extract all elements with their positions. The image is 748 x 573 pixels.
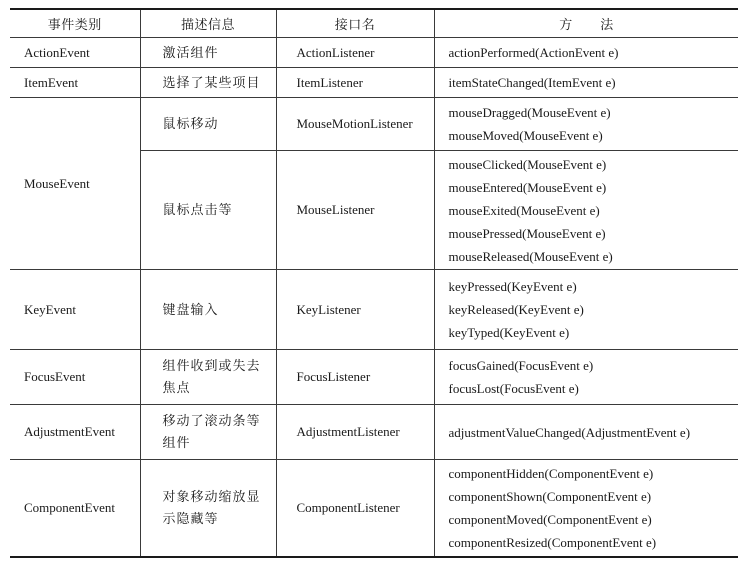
header-event-type: 事件类别	[10, 9, 140, 38]
methods-cell	[434, 68, 738, 98]
method-item: adjustmentValueChanged(AdjustmentEvent e)	[448, 424, 691, 440]
method-item: focusGained(FocusEvent e)	[448, 358, 594, 373]
method-item: actionPerformed(ActionEvent e)	[448, 45, 619, 60]
event-listener-table-container	[10, 8, 738, 558]
method-item: mouseMoved(MouseEvent e)	[448, 128, 603, 143]
methods-cell	[434, 270, 738, 350]
event-cell: ComponentEvent	[10, 460, 140, 558]
description-cell: 移动了滚动条等组件	[140, 405, 276, 460]
method-item: componentHidden(ComponentEvent e)	[448, 466, 654, 481]
method-item: componentResized(ComponentEvent e)	[448, 535, 657, 550]
interface-cell: KeyListener	[276, 270, 434, 350]
description-cell: 对象移动缩放显示隐藏等	[140, 460, 276, 558]
methods-cell	[434, 151, 738, 270]
methods-cell	[434, 460, 738, 558]
method-item: mouseReleased(MouseEvent e)	[448, 248, 613, 264]
interface-cell: ActionListener	[276, 38, 434, 68]
method-item: keyPressed(KeyEvent e)	[448, 279, 577, 294]
table-row	[10, 405, 738, 460]
interface-cell: ComponentListener	[276, 460, 434, 558]
table-row	[10, 270, 738, 350]
interface-cell: MouseListener	[276, 151, 434, 270]
description-cell: 组件收到或失去焦点	[140, 350, 276, 405]
table-row	[10, 38, 738, 68]
event-cell: FocusEvent	[10, 350, 140, 405]
method-item: componentShown(ComponentEvent e)	[448, 489, 652, 504]
method-item: itemStateChanged(ItemEvent e)	[448, 75, 616, 90]
header-interface: 接口名	[276, 9, 434, 38]
table-row	[10, 68, 738, 98]
event-cell: ItemEvent	[10, 68, 140, 98]
methods-cell	[434, 98, 738, 151]
method-item: keyReleased(KeyEvent e)	[448, 302, 584, 317]
methods-cell	[434, 405, 738, 460]
header-row	[10, 9, 738, 38]
event-cell: ActionEvent	[10, 38, 140, 68]
table-row	[10, 350, 738, 405]
interface-cell: AdjustmentListener	[276, 405, 434, 460]
method-item: mouseClicked(MouseEvent e)	[448, 156, 607, 172]
method-item: mouseDragged(MouseEvent e)	[448, 105, 611, 120]
header-description: 描述信息	[140, 9, 276, 38]
description-cell: 键盘输入	[140, 270, 276, 350]
method-item: mouseExited(MouseEvent e)	[448, 202, 600, 218]
description-cell: 选择了某些项目	[140, 68, 276, 98]
table-row	[10, 460, 738, 558]
method-item: focusLost(FocusEvent e)	[448, 381, 579, 396]
methods-cell	[434, 350, 738, 405]
event-listener-table	[10, 8, 738, 558]
method-item: componentMoved(ComponentEvent e)	[448, 512, 652, 527]
method-item: keyTyped(KeyEvent e)	[448, 325, 570, 340]
event-cell: KeyEvent	[10, 270, 140, 350]
description-cell: 鼠标点击等	[140, 151, 276, 270]
event-cell: MouseEvent	[10, 98, 140, 270]
method-item: mouseEntered(MouseEvent e)	[448, 179, 607, 195]
interface-cell: FocusListener	[276, 350, 434, 405]
header-method: 方法	[434, 9, 738, 38]
description-cell: 激活组件	[140, 38, 276, 68]
table-row	[10, 98, 738, 151]
interface-cell: ItemListener	[276, 68, 434, 98]
event-cell: AdjustmentEvent	[10, 405, 140, 460]
description-cell: 鼠标移动	[140, 98, 276, 151]
method-item: mousePressed(MouseEvent e)	[448, 225, 606, 241]
methods-cell	[434, 38, 738, 68]
interface-cell: MouseMotionListener	[276, 98, 434, 151]
